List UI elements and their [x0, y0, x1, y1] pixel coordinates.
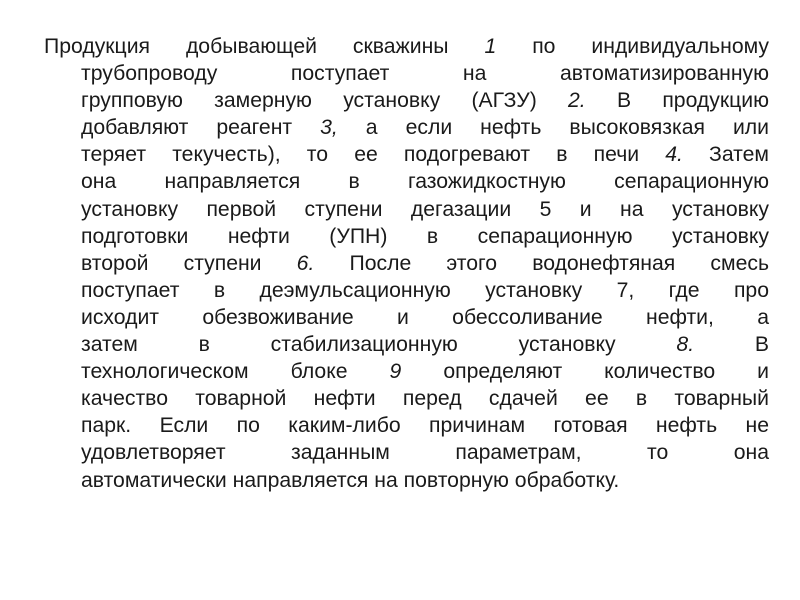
text-line-7: установку первой ступени дегазации 5 и на установку	[81, 197, 769, 221]
text-line-1: Продукция добывающей скважины 1 по индивидуальному	[44, 35, 770, 58]
text-line-9: второй ступени 6. После этого водонефтяная смесь	[81, 251, 769, 275]
text-line-2: трубопроводу поступает на автоматизированную	[81, 62, 769, 86]
text-line-10: поступает в деэмульсационную установку 7, где про	[81, 278, 769, 302]
text-line-14: качество товарной нефти перед сдачей ее в товарный	[81, 387, 769, 411]
text-line-6: она направляется в газожидкостную сепарационную	[81, 170, 769, 194]
text-line-5: теряет текучесть), то ее подогревают в печи 4. Затем	[81, 143, 769, 167]
text-line-8: подготовки нефти (УПН) в сепарационную установку	[81, 224, 769, 248]
text-line-11: исходит обезвоживание и обессоливание нефти, а	[81, 305, 769, 329]
text-line-13: технологическом блоке 9 определяют количество и	[81, 360, 769, 384]
text-line-17: автоматически направляется на повторную обработку.	[81, 468, 620, 492]
text-line-3: групповую замерную установку (АГЗУ) 2. В продукцию	[81, 89, 769, 113]
text-line-16: удовлетворяет заданным параметрам, то она	[81, 441, 769, 465]
paragraph-text	[44, 33, 769, 494]
text-line-12: затем в стабилизационную установку 8. В	[81, 333, 769, 357]
text-line-4: добавляют реагент 3, а если нефть высоковязкая или	[81, 116, 769, 140]
text-line-15: парк. Если по каким-либо причинам готовая нефть не	[81, 414, 769, 438]
